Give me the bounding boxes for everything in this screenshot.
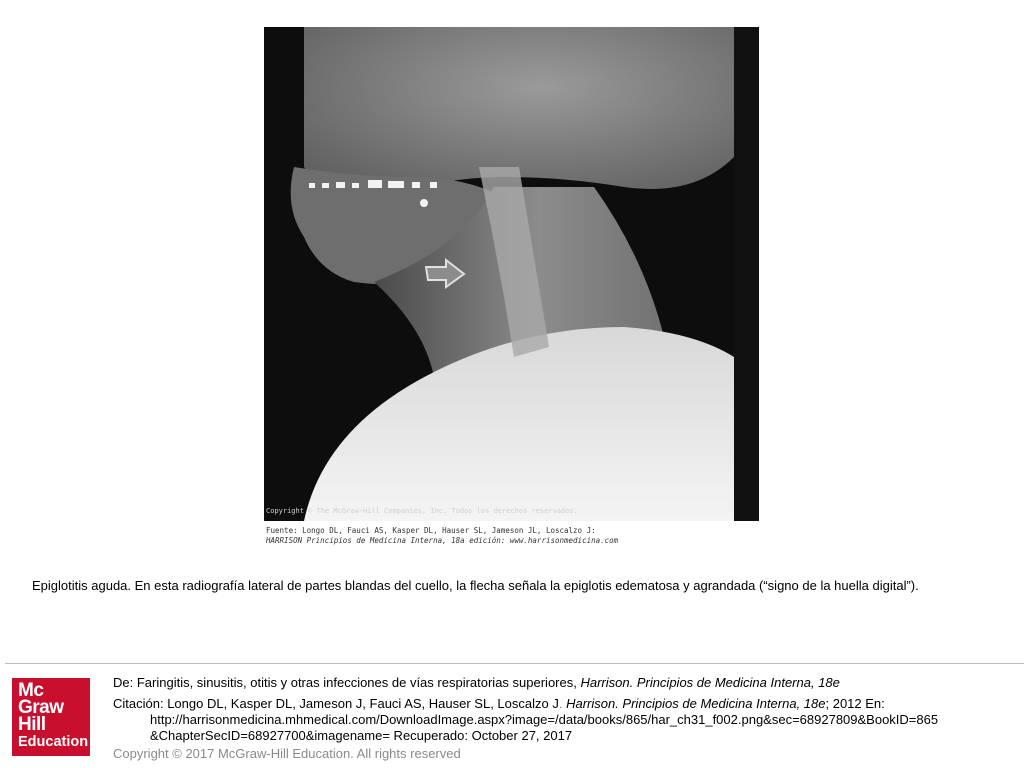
cite-book: Harrison. Principios de Medicina Interna, 18e <box>566 696 826 711</box>
from-prefix: De: Faringitis, sinusitis, otitis y otras infecciones de vías respiratorias superiores, <box>113 675 581 690</box>
figure <box>264 27 759 557</box>
image-copyright: Copyright © The McGraw-Hill Companies, Inc. Todos los derechos reservados. <box>266 507 578 515</box>
reference-citation <box>113 696 938 744</box>
divider <box>5 663 1024 664</box>
logo-line-1: Mc <box>18 680 44 701</box>
citation-url-1[interactable]: http://harrisonmedicina.mhmedical.com/DownloadImage.aspx?image=/data/books/865/har_ch31_f002.png&sec=68927809&BookID=865 <box>150 712 939 727</box>
source-line-1: Fuente: Longo DL, Fauci AS, Kasper DL, Hauser SL, Jameson JL, Loscalzo J: <box>266 526 596 535</box>
from-book: Harrison. Principios de Medicina Interna, 18e <box>580 675 840 690</box>
logo-line-2: Graw <box>18 697 64 718</box>
cite-prefix: Citación: Longo DL, Kasper DL, Jameson J, Fauci AS, Hauser SL, Loscalzo J <box>113 696 559 711</box>
source-line-2: HARRISON Principios de Medicina Interna, 18a edición: www.harrisonmedicina.com <box>266 536 619 545</box>
cite-suffix: ; 2012 En: <box>825 696 885 711</box>
logo-line-4: Education <box>18 734 89 750</box>
figure-source <box>264 521 759 557</box>
xray-image <box>264 27 759 521</box>
copyright-notice: Copyright © 2017 McGraw-Hill Education. All rights reserved <box>113 746 461 761</box>
mcgraw-hill-logo <box>12 678 90 756</box>
logo-line-3: Hill <box>18 714 46 735</box>
citation-url-2: &ChapterSecID=68927700&imagename= Recuperado: October 27, 2017 <box>150 728 573 743</box>
reference-from <box>113 675 840 691</box>
figure-caption: Epiglotitis aguda. En esta radiografía lateral de partes blandas del cuello, la flecha señala la epiglotis edematosa y agrandada (“signo de la huella digital”). <box>32 578 919 593</box>
cite-sep: . <box>558 696 567 711</box>
